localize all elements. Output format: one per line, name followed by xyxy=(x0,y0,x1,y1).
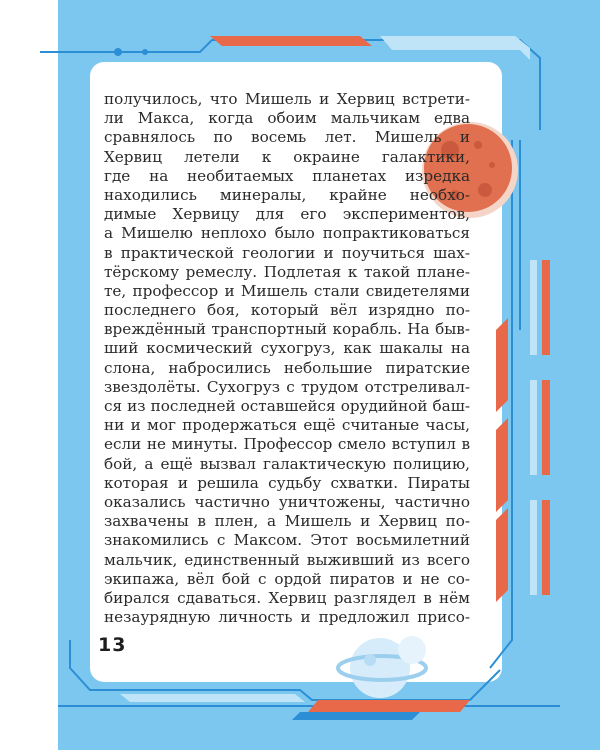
text-line: сравнялось по восемь лет. Мишель и xyxy=(104,128,470,147)
text-line: ли Макса, когда обоим мальчикам едва xyxy=(104,109,470,128)
top-accent-bar xyxy=(210,36,372,46)
text-line: экипажа, вёл бой с ордой пиратов и не со- xyxy=(104,569,470,588)
frame-node-dot xyxy=(142,49,148,55)
text-line: которая и решила судьбу схватки. Пираты xyxy=(104,473,470,492)
bottom-accent-light xyxy=(120,694,305,702)
right-edge-strips xyxy=(542,260,550,595)
page-number: 13 xyxy=(98,634,127,656)
text-line: ни и мог продержаться ещё считаные часы, xyxy=(104,416,470,435)
text-line: димые Хервицу для его экспериментов, xyxy=(104,205,470,224)
text-line: где на необитаемых планетах изредка xyxy=(104,166,470,185)
text-line: последнего боя, который вёл изрядно по- xyxy=(104,301,470,320)
text-line: Хервиц летели к окраине галактики, xyxy=(104,147,470,166)
text-line: бирался сдаваться. Хервиц разглядел в нём xyxy=(104,588,470,607)
text-line: звездолёты. Сухогруз с трудом отстреливал- xyxy=(104,377,470,396)
bottom-accent-blue xyxy=(292,712,420,720)
text-line: тёрскому ремеслу. Подлетая к такой плане- xyxy=(104,262,470,281)
right-accent-strips xyxy=(496,318,508,602)
text-line: получилось, что Мишель и Хервиц встрети- xyxy=(104,90,470,108)
body-text xyxy=(104,90,470,627)
text-line: бой, а ещё вызвал галактическую полицию, xyxy=(104,454,470,473)
space-station-icon xyxy=(338,636,426,698)
text-line: находились минералы, крайне необхо- xyxy=(104,185,470,204)
text-line: ший космический сухогруз, как шакалы на xyxy=(104,339,470,358)
text-line: незаурядную личность и предложил присо- xyxy=(104,608,470,627)
text-line: а Мишелю неплохо было попрактиковаться xyxy=(104,224,470,243)
text-line: оказались частично уничтожены, частично xyxy=(104,492,470,511)
frame-node-dot xyxy=(114,48,122,56)
text-line: ся из последней оставшейся орудийной баш- xyxy=(104,397,470,415)
text-line: знакомились с Максом. Этот восьмилетний xyxy=(104,531,470,550)
text-line: если не минуты. Профессор смело вступил в xyxy=(104,435,470,454)
top-accent-light xyxy=(380,36,530,60)
text-line: слона, набросились небольшие пиратские xyxy=(104,358,470,377)
text-line: те, профессор и Мишель стали свидетелями xyxy=(104,281,470,300)
right-light-strips xyxy=(530,260,537,595)
text-line: мальчик, единственный выживший из всего xyxy=(104,550,470,569)
text-line: в практической геологии и поучиться шах- xyxy=(104,243,470,262)
bottom-accent-orange xyxy=(308,700,470,712)
text-line: захвачены в плен, а Мишель и Хервиц по- xyxy=(104,512,470,531)
text-line: вреждённый транспортный корабль. На быв- xyxy=(104,320,470,339)
